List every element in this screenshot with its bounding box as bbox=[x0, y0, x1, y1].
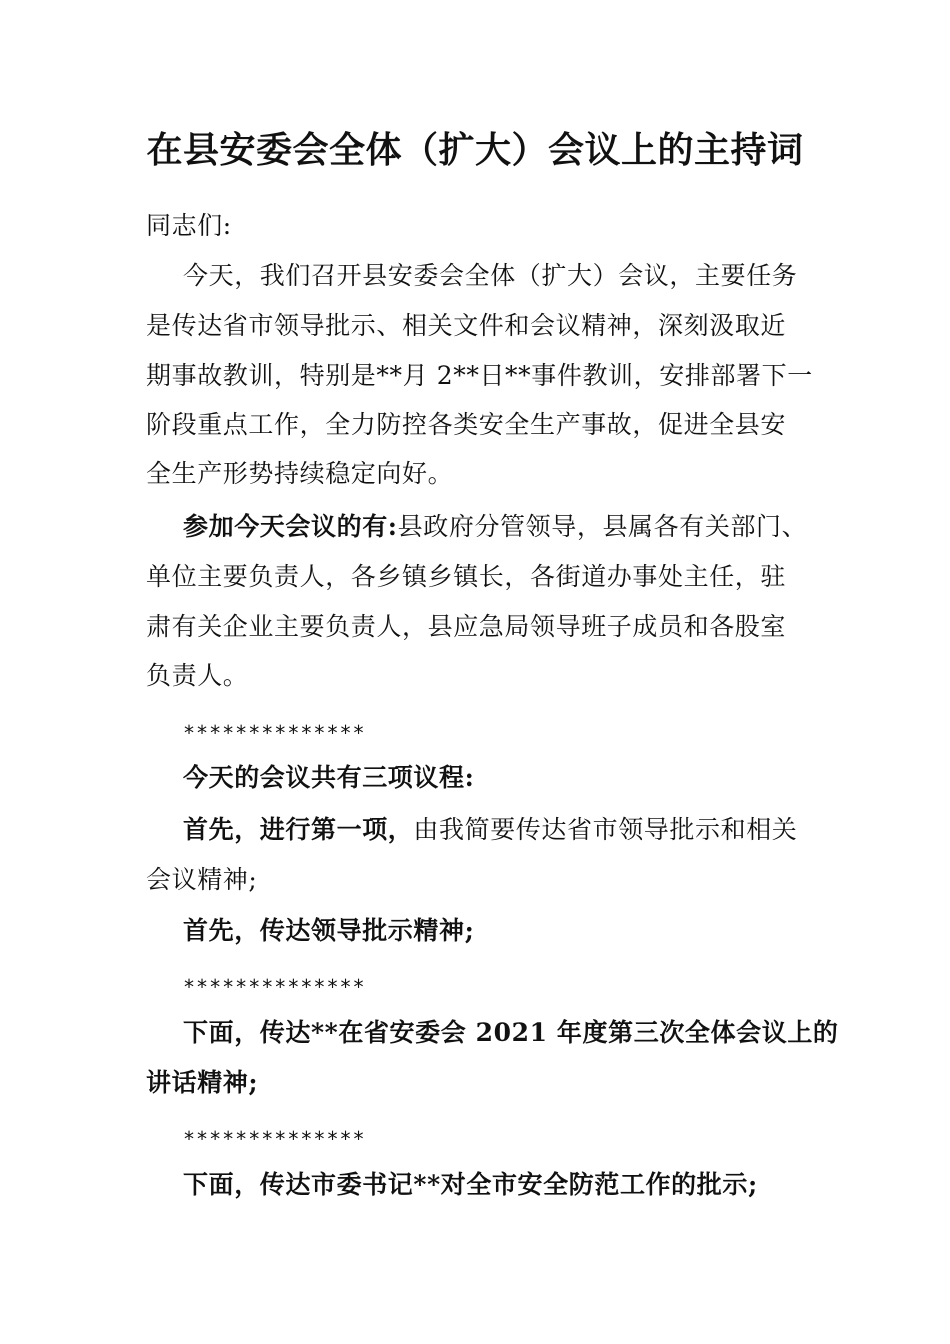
paragraph-1-line-1: 今天，我们召开县安委会全体（扩大）会议，主要任务 bbox=[183, 261, 798, 290]
document-title: 在县安委会全体（扩大）会议上的主持词 bbox=[146, 129, 804, 171]
agenda-item-1-line-2: 会议精神; bbox=[146, 865, 258, 894]
agenda-item-1-sub: 首先，传达领导批示精神; bbox=[183, 916, 475, 945]
separator-stars-2: ************** bbox=[183, 975, 366, 999]
next-item-2: 下面，传达市委书记**对全市安全防范工作的批示; bbox=[183, 1170, 758, 1199]
paragraph-2-line-4: 负责人。 bbox=[146, 661, 249, 690]
paragraph-2-line-2: 单位主要负责人，各乡镇乡镇长，各街道办事处主任，驻 bbox=[146, 562, 787, 591]
separator-stars-1: ************** bbox=[183, 721, 366, 745]
agenda-item-1-lead: 首先，进行第一项， bbox=[183, 815, 414, 844]
paragraph-1-line-2: 是传达省市领导批示、相关文件和会议精神，深刻汲取近 bbox=[146, 311, 787, 340]
agenda-item-1-text: 由我简要传达省市领导批示和相关 bbox=[413, 815, 798, 844]
next-item-1-line-2: 讲话精神; bbox=[146, 1068, 259, 1097]
paragraph-2-line-1 bbox=[183, 510, 807, 544]
attendees-text: 县政府分管领导，县属各有关部门、 bbox=[397, 512, 808, 541]
greeting: 同志们: bbox=[146, 211, 232, 240]
next-item-1-line-1: 下面，传达**在省安委会 2021 年度第三次全体会议上的 bbox=[183, 1018, 839, 1047]
paragraph-2-line-3: 肃有关企业主要负责人，县应急局领导班子成员和各股室 bbox=[146, 612, 787, 641]
paragraph-1-line-3: 期事故教训，特别是**月 2**日**事件教训，安排部署下一 bbox=[146, 361, 813, 390]
agenda-intro: 今天的会议共有三项议程: bbox=[183, 763, 475, 792]
separator-stars-3: ************** bbox=[183, 1127, 366, 1151]
attendees-lead: 参加今天会议的有: bbox=[183, 512, 398, 541]
paragraph-1-line-5: 全生产形势持续稳定向好。 bbox=[146, 459, 454, 488]
agenda-item-1-line-1 bbox=[183, 813, 797, 847]
paragraph-1-line-4: 阶段重点工作，全力防控各类安全生产事故，促进全县安 bbox=[146, 410, 787, 439]
